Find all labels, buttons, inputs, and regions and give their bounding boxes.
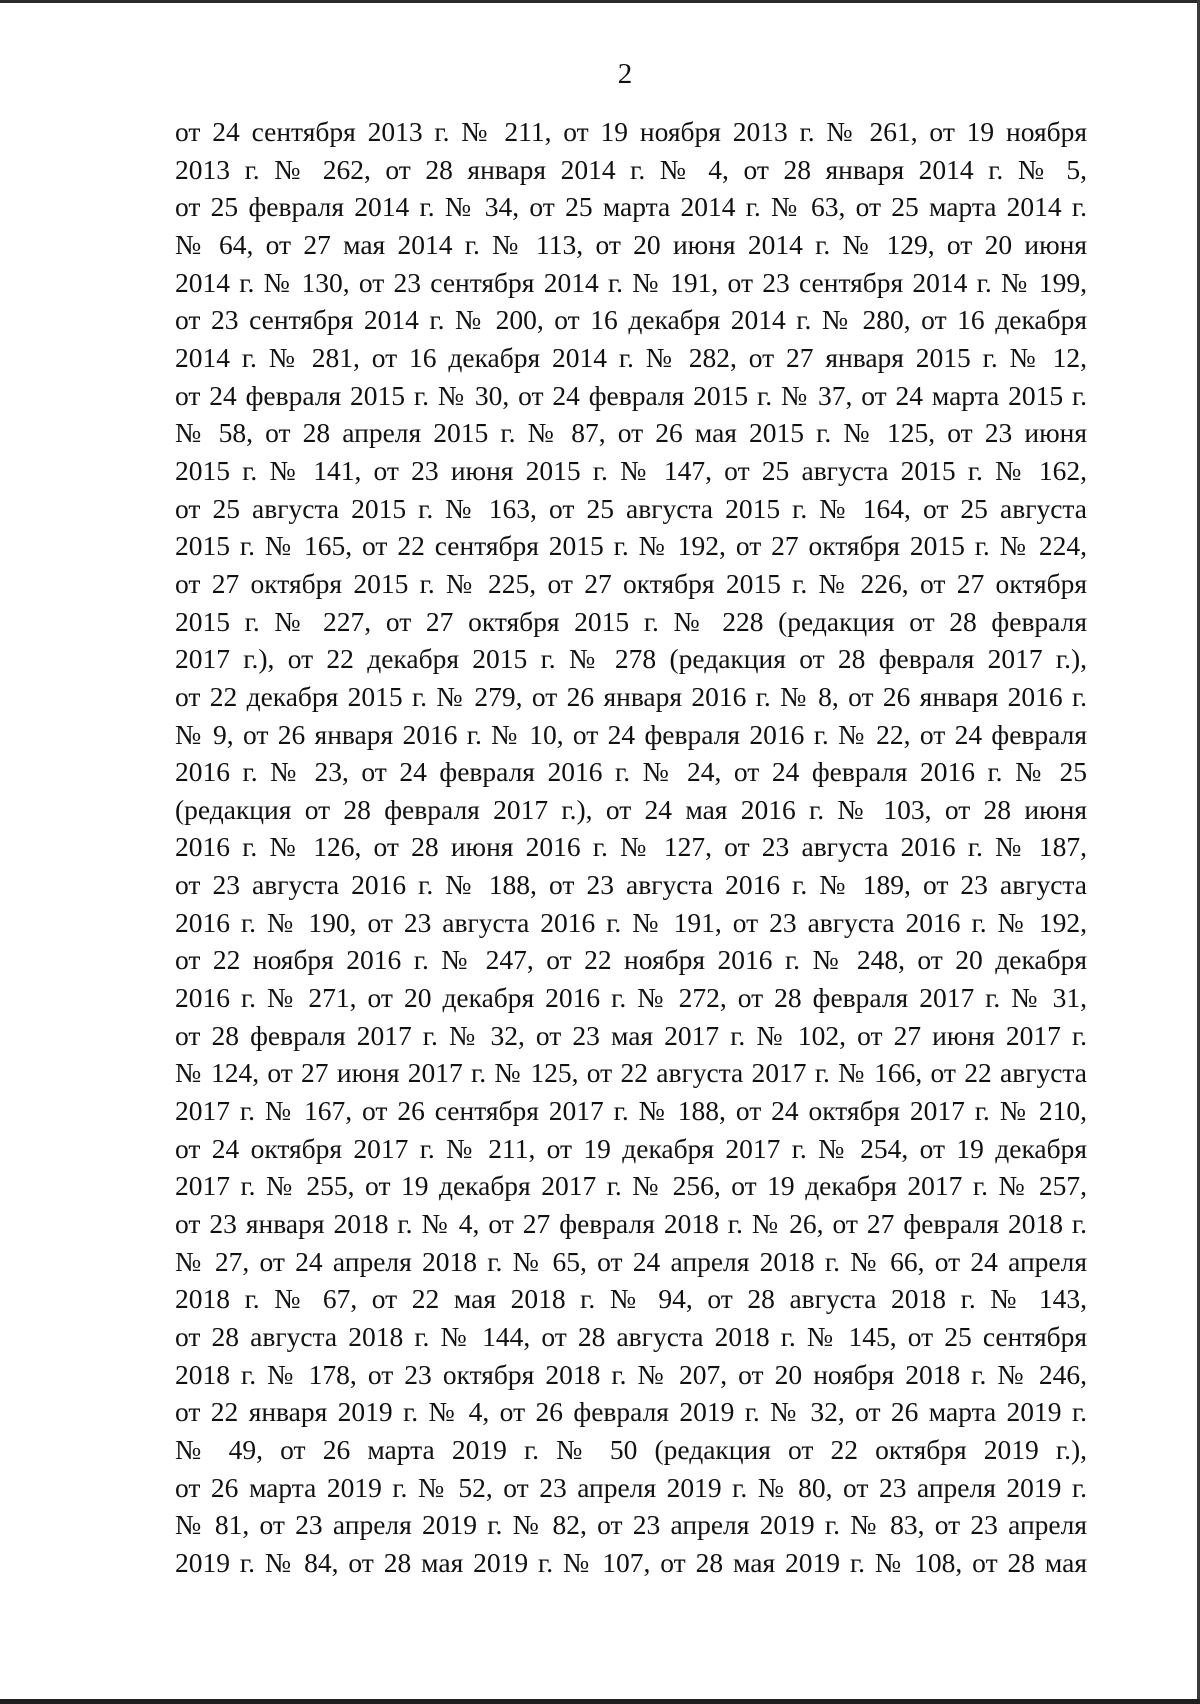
text-line: № 27, от 24 апреля 2018 г. № 65, от 24 апреля 2018 г. № 66, от 24 апреля [175, 1245, 1087, 1277]
text-line: № 124, от 27 июня 2017 г. № 125, от 22 августа 2017 г. № 166, от 22 августа [175, 1057, 1087, 1089]
text-line: от 22 ноября 2016 г. № 247, от 22 ноября 2016 г. № 248, от 20 декабря [175, 944, 1087, 976]
document-body [175, 113, 1087, 1582]
text-line: от 25 февраля 2014 г. № 34, от 25 марта 2014 г. № 63, от 25 марта 2014 г. [175, 191, 1087, 223]
text-line: от 24 октября 2017 г. № 211, от 19 декабря 2017 г. № 254, от 19 декабря [175, 1132, 1087, 1164]
text-line: 2014 г. № 130, от 23 сентября 2014 г. № 191, от 23 сентября 2014 г. № 199, [175, 266, 1087, 298]
text-line: 2016 г. № 126, от 28 июня 2016 г. № 127, от 23 августа 2016 г. № 187, [175, 831, 1087, 863]
text-line: 2019 г. № 84, от 28 мая 2019 г. № 107, от 28 мая 2019 г. № 108, от 28 мая [175, 1546, 1087, 1578]
text-line: от 22 января 2019 г. № 4, от 26 февраля 2019 г. № 32, от 26 марта 2019 г. [175, 1396, 1087, 1428]
text-line: 2016 г. № 271, от 20 декабря 2016 г. № 272, от 28 февраля 2017 г. № 31, [175, 982, 1087, 1014]
text-line: 2015 г. № 227, от 27 октября 2015 г. № 228 (редакция от 28 февраля [175, 605, 1087, 637]
text-line: от 22 декабря 2015 г. № 279, от 26 января 2016 г. № 8, от 26 января 2016 г. [175, 680, 1087, 712]
text-line: 2018 г. № 67, от 22 мая 2018 г. № 94, от 28 августа 2018 г. № 143, [175, 1283, 1087, 1315]
text-line: от 24 февраля 2015 г. № 30, от 24 февраля 2015 г. № 37, от 24 марта 2015 г. [175, 379, 1087, 411]
text-line: № 64, от 27 мая 2014 г. № 113, от 20 июня 2014 г. № 129, от 20 июня [175, 228, 1087, 260]
text-line: от 25 августа 2015 г. № 163, от 25 августа 2015 г. № 164, от 25 августа [175, 492, 1087, 524]
text-line: от 23 августа 2016 г. № 188, от 23 августа 2016 г. № 189, от 23 августа [175, 869, 1087, 901]
text-line: 2017 г. № 167, от 26 сентября 2017 г. № 188, от 24 октября 2017 г. № 210, [175, 1095, 1087, 1127]
text-line: № 81, от 23 апреля 2019 г. № 82, от 23 апреля 2019 г. № 83, от 23 апреля [175, 1509, 1087, 1541]
text-line: от 27 октября 2015 г. № 225, от 27 октября 2015 г. № 226, от 27 октября [175, 567, 1087, 599]
scan-edge-top [0, 0, 1200, 3]
text-line: от 28 августа 2018 г. № 144, от 28 августа 2018 г. № 145, от 25 сентября [175, 1321, 1087, 1352]
text-line: 2015 г. № 165, от 22 сентября 2015 г. № 192, от 27 октября 2015 г. № 224, [175, 530, 1087, 562]
text-line: (редакция от 28 февраля 2017 г.), от 24 мая 2016 г. № 103, от 28 июня [175, 793, 1087, 825]
text-line: 2018 г. № 178, от 23 октября 2018 г. № 207, от 20 ноября 2018 г. № 246, [175, 1358, 1087, 1390]
text-line: № 49, от 26 марта 2019 г. № 50 (редакция от 22 октября 2019 г.), [175, 1433, 1087, 1465]
text-line: от 26 марта 2019 г. № 52, от 23 апреля 2019 г. № 80, от 23 апреля 2019 г. [175, 1471, 1087, 1503]
text-line: 2017 г.), от 22 декабря 2015 г. № 278 (редакция от 28 февраля 2017 г.), [175, 643, 1087, 675]
text-line: 2013 г. № 262, от 28 января 2014 г. № 4, от 28 января 2014 г. № 5, [175, 153, 1087, 185]
text-line: 2016 г. № 190, от 23 августа 2016 г. № 191, от 23 августа 2016 г. № 192, [175, 906, 1087, 938]
text-line: от 23 сентября 2014 г. № 200, от 16 декабря 2014 г. № 280, от 16 декабря [175, 304, 1087, 336]
text-line: № 58, от 28 апреля 2015 г. № 87, от 26 мая 2015 г. № 125, от 23 июня [175, 417, 1087, 449]
page-number: 2 [617, 58, 633, 90]
text-line: 2014 г. № 281, от 16 декабря 2014 г. № 282, от 27 января 2015 г. № 12, [175, 341, 1087, 373]
text-line: от 24 сентября 2013 г. № 211, от 19 ноября 2013 г. № 261, от 19 ноября [175, 116, 1087, 147]
text-line: 2017 г. № 255, от 19 декабря 2017 г. № 256, от 19 декабря 2017 г. № 257, [175, 1170, 1087, 1202]
text-line: 2016 г. № 23, от 24 февраля 2016 г. № 24, от 24 февраля 2016 г. № 25 [175, 756, 1087, 788]
text-line: от 28 февраля 2017 г. № 32, от 23 мая 2017 г. № 102, от 27 июня 2017 г. [175, 1019, 1087, 1051]
text-line: от 23 января 2018 г. № 4, от 27 февраля 2018 г. № 26, от 27 февраля 2018 г. [175, 1208, 1087, 1240]
scan-edge-bottom [0, 1699, 1200, 1704]
text-line: 2015 г. № 141, от 23 июня 2015 г. № 147, от 25 августа 2015 г. № 162, [175, 454, 1087, 486]
text-line: № 9, от 26 января 2016 г. № 10, от 24 февраля 2016 г. № 22, от 24 февраля [175, 718, 1087, 750]
